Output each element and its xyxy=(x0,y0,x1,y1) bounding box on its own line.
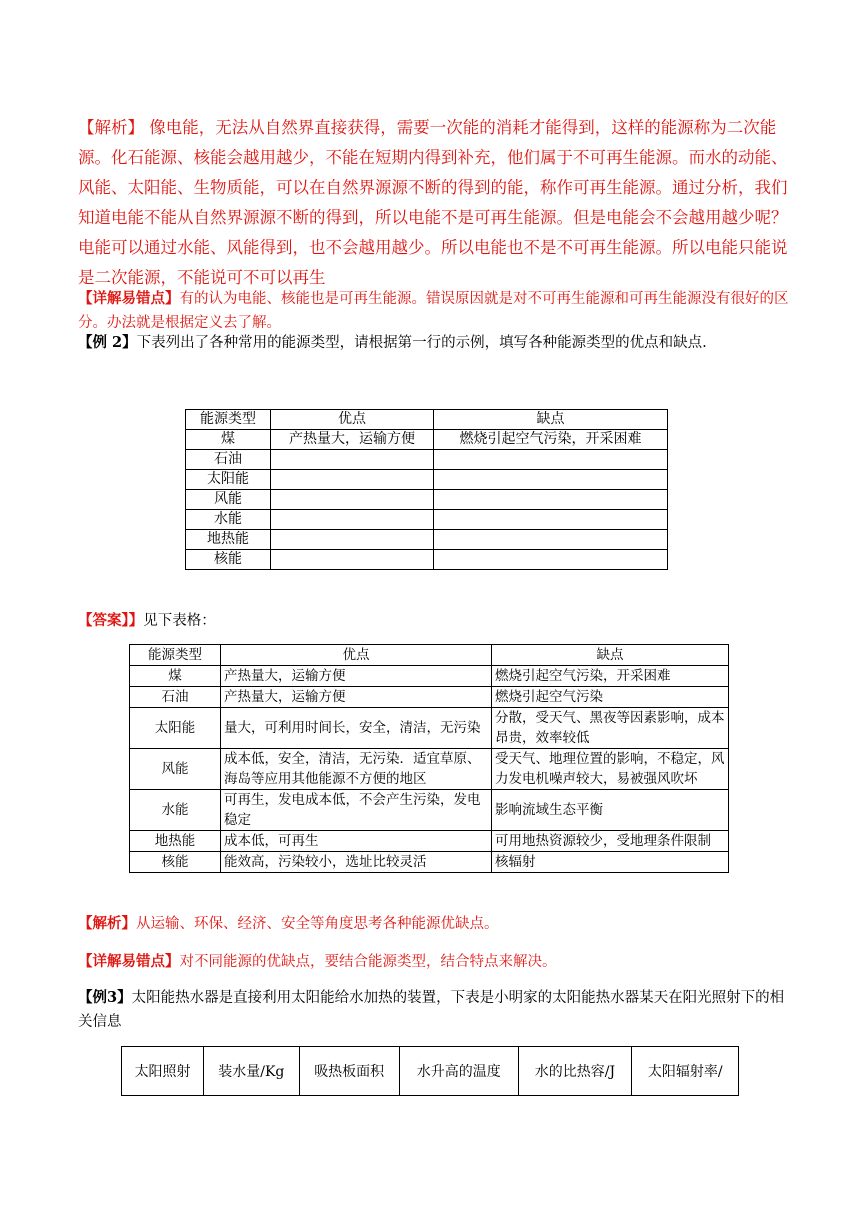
column-header-specific-heat: 水的比热容/J xyxy=(518,1047,632,1096)
advantage-cell: 成本低，安全，清洁，无污染．适宜草原、海岛等应用其他能源不方便的地区 xyxy=(221,749,492,790)
energy-type-cell: 核能 xyxy=(130,852,221,873)
mistake-label: 【详解易错点】 xyxy=(78,953,180,970)
analysis-label: 【解析】 xyxy=(78,118,144,137)
solar-heater-table xyxy=(121,1046,739,1096)
energy-type-cell: 石油 xyxy=(186,450,271,470)
mistake-text: 有的认为电能、核能也是可再生能源。错误原因就是对不可再生能源和可再生能源没有很好的区分。办法就是根据定义去了解。 xyxy=(78,291,789,331)
column-header-type: 能源类型 xyxy=(186,410,271,430)
energy-type-cell: 煤 xyxy=(130,666,221,687)
mistake-text: 对不同能源的优缺点，要结合能源类型，结合特点来解决。 xyxy=(179,954,557,970)
column-header-panel-area: 吸热板面积 xyxy=(299,1047,399,1096)
column-header-disadvantages: 缺点 xyxy=(434,410,668,430)
energy-type-cell: 太阳能 xyxy=(186,470,271,490)
advantage-cell: 可再生，发电成本低，不会产生污染，发电稳定 xyxy=(221,790,492,831)
table-row xyxy=(130,831,729,852)
mistake-label: 【详解易错点】 xyxy=(78,290,180,307)
table-row xyxy=(130,790,729,831)
column-header-water-mass: 装水量/Kg xyxy=(204,1047,299,1096)
column-header-advantages: 优点 xyxy=(221,645,492,666)
advantage-cell: 产热量大，运输方便 xyxy=(271,430,434,450)
disadvantage-cell: 影响流域生态平衡 xyxy=(492,790,729,831)
analysis-text: 像电能，无法从自然界直接获得，需要一次能的消耗才能得到，这样的能源称为二次能源。化石能源、核能会越用越少，不能在短期内得到补充，他们属于不可再生能源。而水的动能、风能、太阳能、生物质能，可以在自然界源源不断的得到的能，称作可再生能源。通过分析，我们知道电能不能从自然界源源不断的得到，所以电能不是可再生能源。但是电能会不会越用越少呢？电能可以通过水能、风能得到，也不会越用越少。所以电能也不是不可再生能源。所以电能只能说是二次能源，不能说可不可以再生 xyxy=(78,118,788,287)
energy-type-cell: 地热能 xyxy=(186,530,271,550)
mistake-paragraph-2 xyxy=(78,950,793,974)
disadvantage-cell: 可用地热资源较少，受地理条件限制 xyxy=(492,831,729,852)
energy-type-cell: 太阳能 xyxy=(130,708,221,749)
example-3-label: 【例3】 xyxy=(78,989,132,1006)
advantage-cell: 量大，可利用时间长，安全，清洁，无污染 xyxy=(221,708,492,749)
energy-type-cell: 煤 xyxy=(186,430,271,450)
example-2-label: 【例 2】 xyxy=(78,334,137,351)
energy-type-cell: 地热能 xyxy=(130,831,221,852)
advantage-cell: 产热量大，运输方便 xyxy=(221,687,492,708)
advantage-cell: 能效高，污染较小，选址比较灵活 xyxy=(221,852,492,873)
table-header-row xyxy=(130,645,729,666)
column-header-advantages: 优点 xyxy=(271,410,434,430)
energy-type-cell: 风能 xyxy=(186,490,271,510)
answer-label: 【答案】】 xyxy=(78,612,144,629)
column-header-sunlight: 太阳照射 xyxy=(122,1047,204,1096)
disadvantage-cell: 燃烧引起空气污染，开采困难 xyxy=(492,666,729,687)
column-header-disadvantages: 缺点 xyxy=(492,645,729,666)
table-row xyxy=(130,749,729,790)
advantage-cell: 成本低，可再生 xyxy=(221,831,492,852)
energy-type-cell: 核能 xyxy=(186,550,271,570)
example-3-paragraph xyxy=(78,986,793,1034)
energy-answer-table xyxy=(129,644,729,873)
table-row xyxy=(130,687,729,708)
disadvantage-cell: 燃烧引起空气污染 xyxy=(492,687,729,708)
energy-type-cell: 石油 xyxy=(130,687,221,708)
column-header-type: 能源类型 xyxy=(130,645,221,666)
table-header-row xyxy=(122,1047,739,1096)
table-row xyxy=(130,852,729,873)
energy-type-cell: 水能 xyxy=(130,790,221,831)
example-2-text: 下表列出了各种常用的能源类型，请根据第一行的示例，填写各种能源类型的优点和缺点. xyxy=(136,335,707,351)
column-header-temp-rise: 水升高的温度 xyxy=(399,1047,518,1096)
table-row xyxy=(130,708,729,749)
column-header-radiation-rate: 太阳辐射率/ xyxy=(632,1047,739,1096)
analysis-text: 从运输、环保、经济、安全等角度思考各种能源优缺点。 xyxy=(136,916,499,932)
answer-text: 见下表格： xyxy=(143,613,216,629)
disadvantage-cell: 核辐射 xyxy=(492,852,729,873)
disadvantage-cell: 分散，受天气、黑夜等因素影响，成本昂贵，效率较低 xyxy=(492,708,729,749)
table-row xyxy=(130,666,729,687)
energy-type-cell: 水能 xyxy=(186,510,271,530)
analysis-paragraph-2 xyxy=(78,912,793,936)
disadvantage-cell: 燃烧引起空气污染，开采困难 xyxy=(434,430,668,450)
energy-type-cell: 风能 xyxy=(130,749,221,790)
disadvantage-cell: 受天气、地理位置的影响，不稳定，风力发电机噪声较大，易被强风吹坏 xyxy=(492,749,729,790)
analysis-label: 【解析】 xyxy=(78,915,136,932)
advantage-cell: 产热量大，运输方便 xyxy=(221,666,492,687)
example-3-text: 太阳能热水器是直接利用太阳能给水加热的装置，下表是小明家的太阳能热水器某天在阳光照射下的相关信息 xyxy=(78,990,785,1030)
